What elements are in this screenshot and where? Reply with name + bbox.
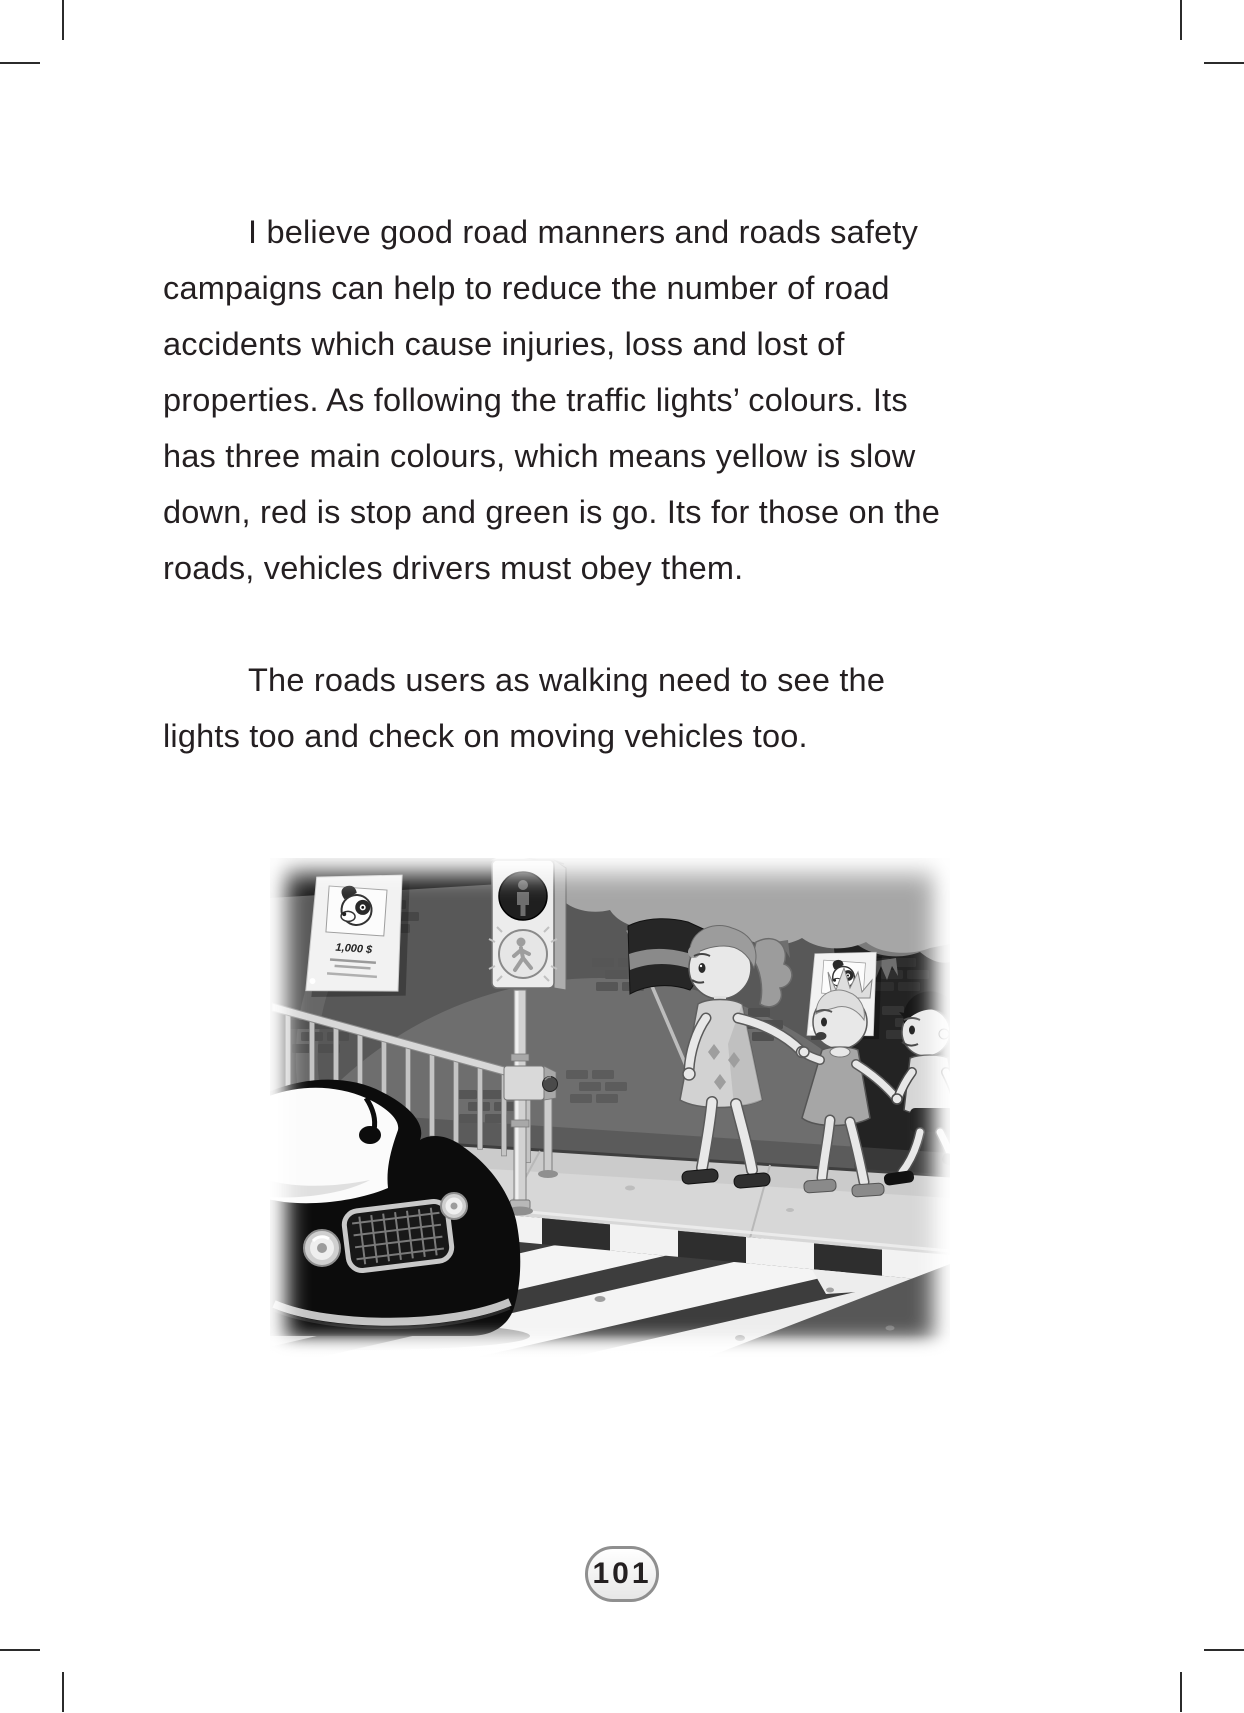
reward-poster-left xyxy=(305,869,414,1004)
signal-button-box xyxy=(504,1066,558,1100)
paragraph-2 xyxy=(163,652,1103,764)
signal-head xyxy=(489,858,566,990)
text-line: has three main colours, which means yellow is slow xyxy=(163,438,916,474)
shorts xyxy=(910,1108,950,1132)
text-line: properties. As following the traffic lights’ colours. Its xyxy=(163,382,908,418)
crop-mark xyxy=(0,62,40,64)
car-grille xyxy=(343,1200,454,1272)
text-line: I believe good road manners and roads safety xyxy=(248,214,919,250)
paragraph-1 xyxy=(163,204,1103,596)
headlight-left xyxy=(304,1230,340,1266)
text-line: accidents which cause injuries, loss and lost of xyxy=(163,326,845,362)
page-number-badge xyxy=(585,1546,659,1602)
headlight-right xyxy=(441,1193,467,1219)
body-text xyxy=(163,204,1103,764)
crop-mark xyxy=(62,1672,64,1712)
illustration-svg xyxy=(270,858,950,1360)
shirt xyxy=(904,1055,950,1115)
side-mirror xyxy=(359,1126,381,1144)
text-line: lights too and check on moving vehicles too. xyxy=(163,718,808,754)
text-line: The roads users as walking need to see the xyxy=(248,662,886,698)
crop-mark xyxy=(1180,1672,1182,1712)
text-line: campaigns can help to reduce the number of road xyxy=(163,270,890,306)
signal-push-button xyxy=(543,1077,558,1092)
story-illustration xyxy=(270,858,950,1360)
crop-mark xyxy=(1204,1649,1244,1651)
page-number: 101 xyxy=(592,1557,652,1590)
crop-mark xyxy=(0,1649,40,1651)
text-line: roads, vehicles drivers must obey them. xyxy=(163,550,744,586)
crop-mark xyxy=(1204,62,1244,64)
crop-mark xyxy=(1180,0,1182,40)
crop-mark xyxy=(62,0,64,40)
text-line: down, red is stop and green is go. Its for those on the xyxy=(163,494,941,530)
